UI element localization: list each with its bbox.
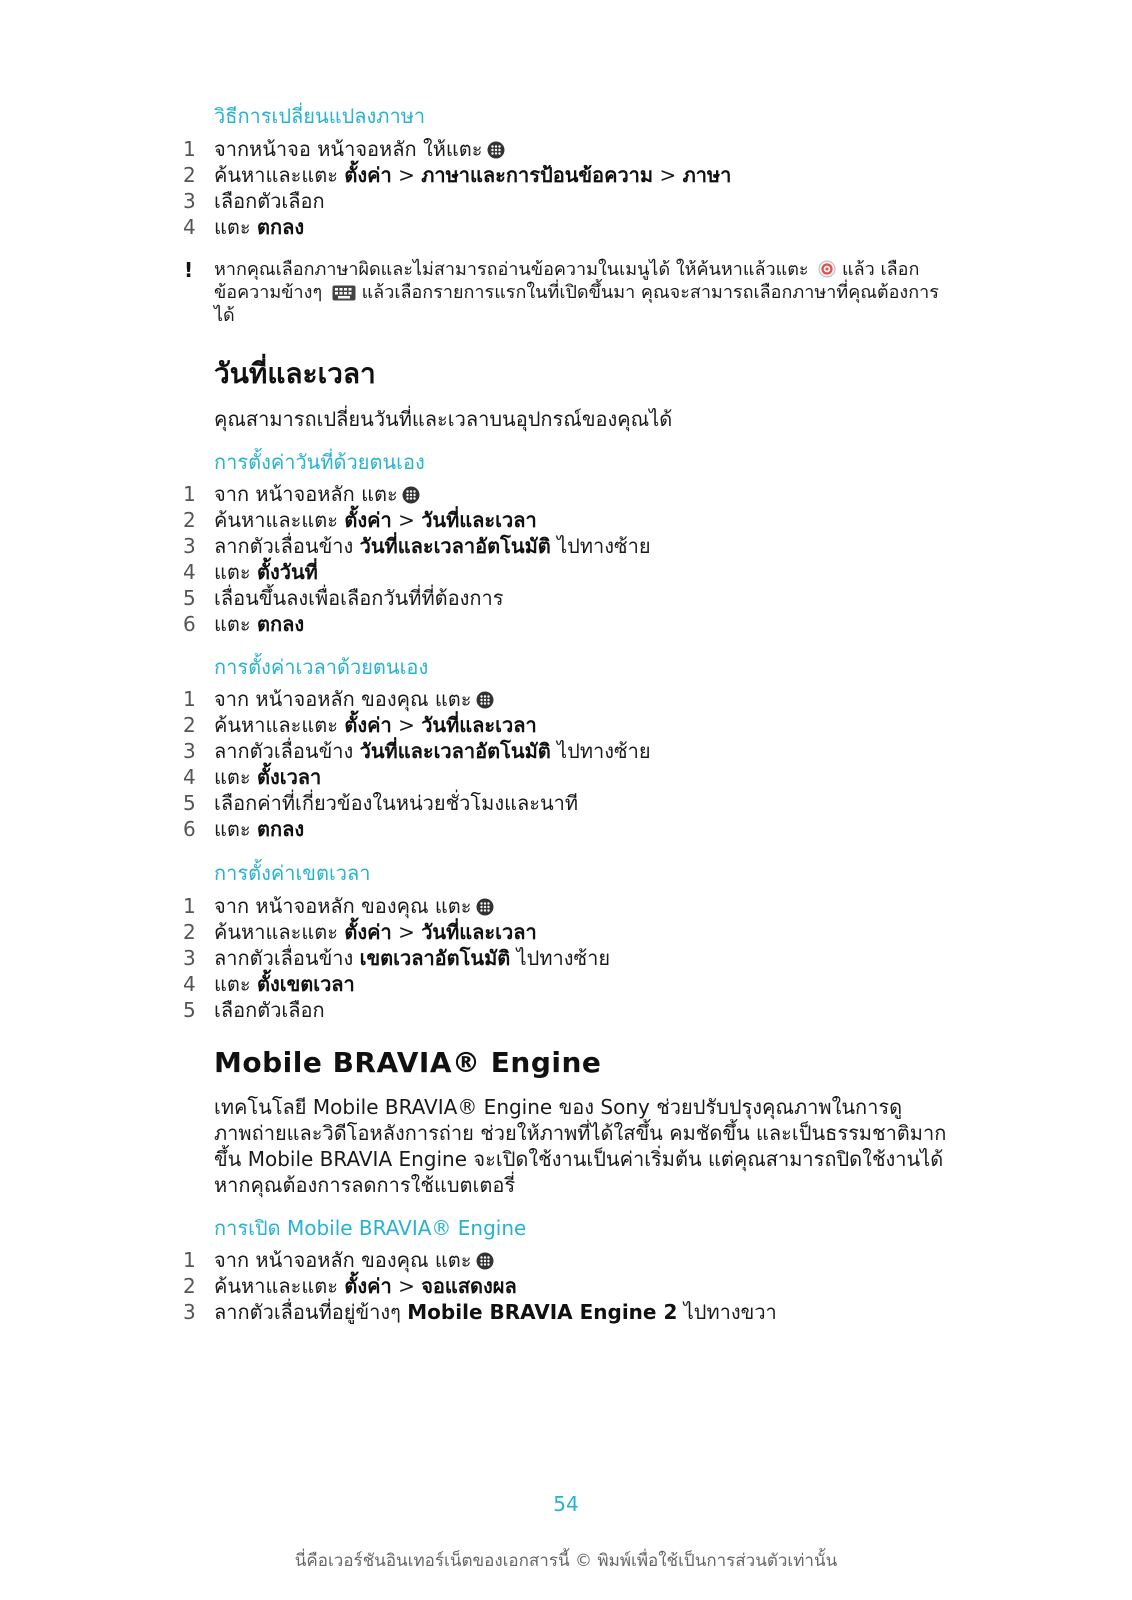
auto-timezone-label: เขตเวลาอัตโนมัติ xyxy=(359,946,511,970)
set-timezone-label: ตั้งเขตเวลา xyxy=(256,972,355,996)
step-text-post: ไปทางซ้าย xyxy=(550,739,651,763)
note-text-3: แล้วเลือกรายการแรกในที่เปิดขึ้นมา คุณจะสามารถเลือกภาษาที่คุณต้องการได้ xyxy=(214,282,939,326)
time-step-5 xyxy=(0,790,1000,816)
bravia-heading: Mobile BRAVIA® Engine xyxy=(214,1046,602,1079)
step-number: 2 xyxy=(183,508,196,532)
step-text: ลากตัวเลื่อนข้าง xyxy=(214,946,360,970)
step-text: จาก หน้าจอหลัก ของคุณ แตะ xyxy=(214,687,472,711)
date-step-1 xyxy=(0,481,1000,507)
bravia-enable-title: การเปิด Mobile BRAVIA® Engine xyxy=(214,1216,527,1240)
timezone-title: การตั้งค่าเขตเวลา xyxy=(214,861,371,885)
date-time-label: วันที่และเวลา xyxy=(421,713,537,737)
lang-step-4 xyxy=(0,214,1000,240)
date-manual-title: การตั้งค่าวันที่ด้วยตนเอง xyxy=(214,450,425,474)
step-text: แตะ xyxy=(214,560,257,584)
footer-notice: นี่คือเวอร์ชันอินเทอร์เน็ตของเอกสารนี้ © พิมพ์เพื่อใช้เป็นการส่วนตัวเท่านั้น xyxy=(294,1551,838,1571)
step-number: 3 xyxy=(183,946,196,970)
language-change-title: วิธีการเปลี่ยนแปลงภาษา xyxy=(214,104,426,128)
note-text-1: หากคุณเลือกภาษาผิดและไม่สามารถอ่านข้อความในเมนูได้ ให้ค้นหาแล้วแตะ xyxy=(214,259,809,280)
step-number: 1 xyxy=(183,137,196,161)
app-grid-icon xyxy=(476,691,494,709)
path-separator: > xyxy=(391,713,422,737)
auto-date-time-label: วันที่และเวลาอัตโนมัติ xyxy=(359,534,551,558)
settings-label: ตั้งค่า xyxy=(344,1274,392,1298)
step-number: 1 xyxy=(183,894,196,918)
ok-label: ตกลง xyxy=(256,612,305,636)
date-step-4 xyxy=(0,559,1000,585)
step-number: 6 xyxy=(183,817,196,841)
set-time-label: ตั้งเวลา xyxy=(256,765,322,789)
step-text: แตะ xyxy=(214,972,257,996)
datetime-intro: คุณสามารถเปลี่ยนวันที่และเวลาบนอุปกรณ์ของคุณได้ xyxy=(214,407,673,431)
step-text: เลือกตัวเลือก xyxy=(214,998,325,1022)
step-text-post: ไปทางซ้าย xyxy=(550,534,651,558)
step-number: 4 xyxy=(183,215,196,239)
step-number: 2 xyxy=(183,920,196,944)
step-number: 2 xyxy=(183,163,196,187)
step-number: 3 xyxy=(183,534,196,558)
step-number: 5 xyxy=(183,586,196,610)
tz-step-3 xyxy=(0,945,1000,971)
settings-label: ตั้งค่า xyxy=(344,163,392,187)
date-step-3 xyxy=(0,533,1000,559)
language-note xyxy=(214,258,954,327)
settings-gear-icon xyxy=(818,260,836,278)
step-text: ลากตัวเลื่อนข้าง xyxy=(214,739,360,763)
settings-label: ตั้งค่า xyxy=(344,508,392,532)
bravia-step-1 xyxy=(0,1247,1000,1273)
step-number: 4 xyxy=(183,765,196,789)
date-time-label: วันที่และเวลา xyxy=(421,920,537,944)
step-number: 5 xyxy=(183,791,196,815)
display-label: จอแสดงผล xyxy=(421,1274,517,1298)
step-number: 1 xyxy=(183,687,196,711)
settings-label: ตั้งค่า xyxy=(344,920,392,944)
step-number: 2 xyxy=(183,713,196,737)
step-text: แตะ xyxy=(214,215,257,239)
step-text-post: ไปทางขวา xyxy=(677,1300,777,1324)
language-label: ภาษา xyxy=(682,163,732,187)
time-step-6 xyxy=(0,816,1000,842)
step-text: เลือกค่าที่เกี่ยวข้องในหน่วยชั่วโมงและนาที xyxy=(214,791,579,815)
app-grid-icon xyxy=(476,1252,494,1270)
datetime-heading: วันที่และเวลา xyxy=(214,357,376,390)
lang-step-3 xyxy=(0,188,1000,214)
time-step-3 xyxy=(0,738,1000,764)
step-text: จาก หน้าจอหลัก ของคุณ แตะ xyxy=(214,894,472,918)
step-number: 1 xyxy=(183,1248,196,1272)
language-input-label: ภาษาและการป้อนข้อความ xyxy=(421,163,654,187)
ok-label: ตกลง xyxy=(256,817,305,841)
step-text: แตะ xyxy=(214,817,257,841)
step-text: จากหน้าจอ หน้าจอหลัก ให้แตะ xyxy=(214,137,483,161)
app-grid-icon xyxy=(487,141,505,159)
step-text: แตะ xyxy=(214,765,257,789)
step-text: จาก หน้าจอหลัก ของคุณ แตะ xyxy=(214,1248,472,1272)
note-text-2: แล้ว เลือกข้อความข้างๆ xyxy=(214,259,920,303)
time-step-2 xyxy=(0,712,1000,738)
step-number: 1 xyxy=(183,482,196,506)
app-grid-icon xyxy=(402,486,420,504)
step-text: เลือกตัวเลือก xyxy=(214,189,325,213)
date-step-6 xyxy=(0,611,1000,637)
step-text: ค้นหาและแตะ xyxy=(214,508,345,532)
step-text: ค้นหาและแตะ xyxy=(214,920,345,944)
step-text: ค้นหาและแตะ xyxy=(214,163,345,187)
step-text: ลากตัวเลื่อนที่อยู่ข้างๆ xyxy=(214,1300,408,1324)
step-number: 3 xyxy=(183,189,196,213)
date-step-2 xyxy=(0,507,1000,533)
path-separator: > xyxy=(653,163,683,187)
step-text: เลื่อนขึ้นลงเพื่อเลือกวันที่ที่ต้องการ xyxy=(214,586,504,610)
lang-step-2 xyxy=(0,162,1000,188)
auto-date-time-label: วันที่และเวลาอัตโนมัติ xyxy=(359,739,551,763)
step-text: ค้นหาและแตะ xyxy=(214,713,345,737)
set-date-label: ตั้งวันที่ xyxy=(256,560,318,584)
step-text: แตะ xyxy=(214,612,257,636)
step-number: 4 xyxy=(183,560,196,584)
path-separator: > xyxy=(391,163,422,187)
app-grid-icon xyxy=(476,898,494,916)
page-number: 54 xyxy=(553,1492,579,1516)
step-text: ค้นหาและแตะ xyxy=(214,1274,345,1298)
time-step-1 xyxy=(0,686,1000,712)
path-separator: > xyxy=(391,508,422,532)
settings-label: ตั้งค่า xyxy=(344,713,392,737)
step-number: 4 xyxy=(183,972,196,996)
bravia-intro: เทคโนโลยี Mobile BRAVIA® Engine ของ Sony ช่วยปรับปรุงคุณภาพในการดูภาพถ่ายและวิดีโอหลังการถ่าย ช่วยให้ภาพที่ได้ใสขึ้น คมชัดขึ้น และเป็นธรรมชาติมากขึ้น Mobile BRAVIA Engine จะเปิดใช้งานเป็นค่าเริ่มต้น แต่คุณสามารถปิดใช้งานได้หากคุณต้องการลดการใช้แบตเตอรี่ xyxy=(214,1095,947,1197)
time-manual-title: การตั้งค่าเวลาด้วยตนเอง xyxy=(214,655,429,679)
time-step-4 xyxy=(0,764,1000,790)
step-text: ลากตัวเลื่อนข้าง xyxy=(214,534,360,558)
tz-step-5 xyxy=(0,997,1000,1023)
step-number: 3 xyxy=(183,739,196,763)
bravia-step-3 xyxy=(0,1299,1000,1325)
path-separator: > xyxy=(391,1274,422,1298)
tz-step-4 xyxy=(0,971,1000,997)
path-separator: > xyxy=(391,920,422,944)
bravia-engine-label: Mobile BRAVIA Engine 2 xyxy=(407,1300,678,1324)
date-time-label: วันที่และเวลา xyxy=(421,508,537,532)
bravia-step-2 xyxy=(0,1273,1000,1299)
tz-step-1 xyxy=(0,893,1000,919)
date-step-5 xyxy=(0,585,1000,611)
step-number: 3 xyxy=(183,1300,196,1324)
step-number: 2 xyxy=(183,1274,196,1298)
tz-step-2 xyxy=(0,919,1000,945)
step-text-post: ไปทางซ้าย xyxy=(510,946,611,970)
lang-step-1 xyxy=(0,136,1000,162)
keyboard-icon xyxy=(332,285,356,301)
step-number: 5 xyxy=(183,998,196,1022)
step-text: จาก หน้าจอหลัก แตะ xyxy=(214,482,398,506)
step-number: 6 xyxy=(183,612,196,636)
warning-icon: ! xyxy=(184,258,194,282)
ok-label: ตกลง xyxy=(256,215,305,239)
